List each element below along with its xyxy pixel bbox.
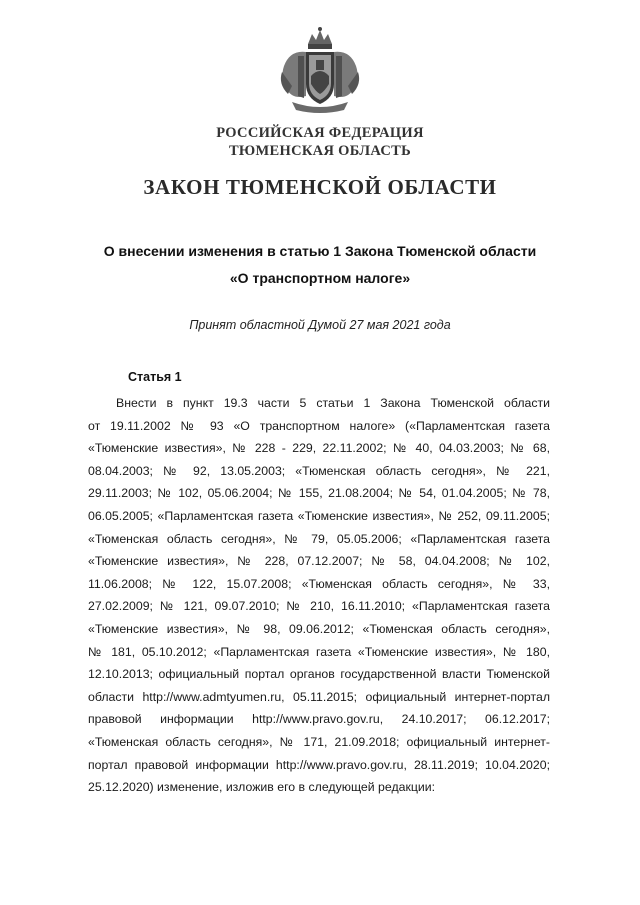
country-name: РОССИЙСКАЯ ФЕДЕРАЦИЯ [216,125,424,141]
body-line: 29.11.2003; № 102, 05.06.2004; № 155, 21.08.2004; № 54, 01.04.2005; № 78, [88,486,550,501]
body-line: 12.10.2013; официальный портал органов государственной власти Тюменской [88,667,550,682]
article-body [88,392,550,799]
body-line: 25.12.2020) изменение, изложив его в следующей редакции: [88,780,436,795]
body-line: области http://www.admtyumen.ru, 05.11.2015; официальный интернет-портал [88,689,550,704]
body-line: «Тюменские известия», № 98, 09.06.2012; «Тюменская область сегодня», [88,621,550,636]
region-name: ТЮМЕНСКАЯ ОБЛАСТЬ [228,143,412,159]
body-line: 06.05.2005; «Парламентская газета «Тюменские известия», № 252, 09.11.2005; [88,508,550,523]
body-line: 27.02.2009; № 121, 09.07.2010; № 210, 16.11.2010; «Парламентская газета [88,599,550,614]
body-line: 11.06.2008; № 122, 15.07.2008; «Тюменская область сегодня», № 33, [88,576,550,591]
document-title-line-1: О внесении изменения в статью 1 Закона Тюменской области [103,243,537,259]
body-line: правовой информации http://www.pravo.gov.ru, 24.10.2017; 06.12.2017; [88,712,550,727]
law-heading: ЗАКОН ТЮМЕНСКОЙ ОБЛАСТИ [143,175,497,199]
body-line: «Тюменская область сегодня», № 171, 21.09.2018; официальный интернет- [88,734,550,749]
body-line: «Тюменские известия», № 228 - 229, 22.11.2002; № 40, 04.03.2003; № 68, [88,441,550,456]
body-line: портал правовой информации http://www.pravo.gov.ru, 28.11.2019; 10.04.2020; [88,757,550,772]
body-line: от 19.11.2002 № 93 «О транспортном налоге» («Парламентская газета [88,418,550,433]
body-line: «Тюменская область сегодня», № 79, 05.05.2006; «Парламентская газета [88,531,550,546]
document-title-line-2: «О транспортном налоге» [229,270,411,286]
adoption-note: Принят областной Думой 27 мая 2021 года [189,318,451,332]
body-line: Внести в пункт 19.3 части 5 статьи 1 Закона Тюменской области [116,396,550,410]
article-heading: Статья 1 [128,370,182,384]
tyumen-coat-of-arms-icon [278,26,362,114]
body-line: 08.04.2003; № 92, 13.05.2003; «Тюменская область сегодня», № 221, [88,463,550,478]
body-line: «Тюменские известия», № 228, 07.12.2007; № 58, 04.04.2008; № 102, [88,554,550,569]
body-line: № 181, 05.10.2012; «Парламентская газета «Тюменские известия», № 180, [88,644,550,659]
